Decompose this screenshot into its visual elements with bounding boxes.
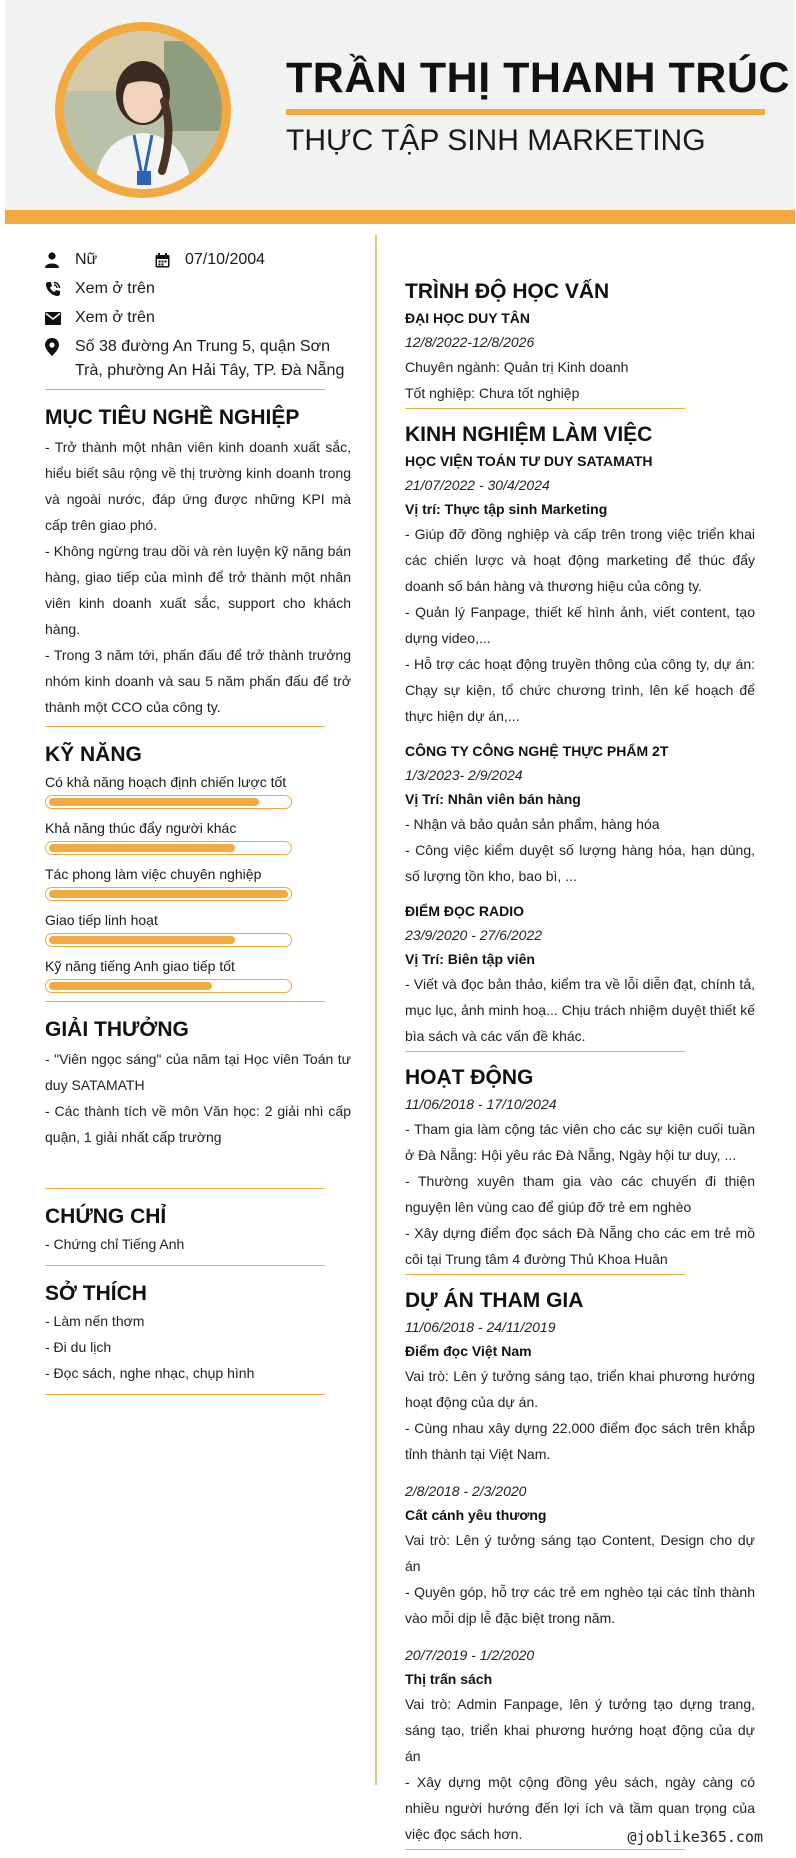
section-separator (45, 726, 325, 727)
project-item (405, 1643, 755, 1847)
skill-item (45, 817, 351, 855)
skill-bar-fill (49, 844, 235, 852)
projects-list (405, 1315, 755, 1847)
experience-position: Vị Trí: Nhân viên bán hàng (405, 791, 581, 807)
award-line: - Các thành tích về môn Văn học: 2 giải nhì cấp quận, 1 giải nhất cấp trường (45, 1103, 351, 1145)
activity-line: - Thường xuyên tham gia vào các chuyến đi thiện nguyện lên vùng cao để giúp đỡ trẻ em nghèo (405, 1173, 755, 1215)
contact-gender-birthday (45, 248, 351, 272)
hobbies-title: SỞ THÍCH (45, 1282, 147, 1305)
objective-line: - Trong 3 năm tới, phấn đấu để trở thành trưởng nhóm kinh doanh và sau 5 năm phấn đấu để trở thành một CCO của công ty. (45, 647, 351, 715)
project-date: 20/7/2019 - 1/2/2020 (405, 1647, 535, 1663)
projects-title: DỰ ÁN THAM GIA (405, 1289, 584, 1312)
email-value: Xem ở trên (75, 309, 155, 326)
certificates-title: CHỨNG CHỈ (45, 1205, 167, 1228)
objective-line: - Trở thành một nhân viên kinh doanh xuất sắc, hiểu biết sâu rộng về thị trường kinh doanh trong và ngoài nước, đáp ứng được những KPI mà cấp trên giao phó. (45, 439, 351, 533)
project-name: Điểm đọc Việt Nam (405, 1343, 532, 1359)
calendar-icon (155, 248, 185, 272)
address-value: Số 38 đường An Trung 5, quận Sơn Trà, phường An Hải Tây, TP. Đà Nẵng (75, 338, 345, 379)
project-line: Vai trò: Lên ý tưởng sáng tạo Content, Design cho dự án (405, 1532, 755, 1574)
experience-date: 21/07/2022 - 30/4/2024 (405, 477, 550, 493)
award-line: - "Viên ngọc sáng" của năm tại Học viên Toán tư duy SATAMATH (45, 1051, 351, 1093)
hobbies-section (45, 1280, 351, 1386)
experience-position: Vị trí: Thực tập sinh Marketing (405, 501, 608, 517)
skill-label: Khả năng thúc đẩy người khác (45, 820, 237, 836)
project-item (405, 1479, 755, 1631)
person-icon (45, 248, 75, 272)
objective-line: - Không ngừng trau dồi và rèn luyện kỹ năng bán hàng, giao tiếp của mình để trở thành một nhân viên kinh doanh xuất sắc, support cho khách hàng. (45, 543, 351, 637)
objective-title: MỤC TIÊU NGHỀ NGHIỆP (45, 406, 300, 429)
right-column (405, 278, 755, 1850)
column-divider (375, 235, 377, 1785)
experience-line: - Hỗ trợ các hoạt động truyền thông của công ty, dự án: Chạy sự kiện, tổ chức chương trình, lên kế hoạch để thực hiện dự án,... (405, 656, 755, 724)
experience-company: HỌC VIỆN TOÁN TƯ DUY SATAMATH (405, 453, 653, 469)
education-section (405, 278, 755, 406)
experience-line: - Quản lý Fanpage, thiết kế hình ảnh, viết content, tạo dựng video,... (405, 604, 755, 646)
activities-title: HOẠT ĐỘNG (405, 1066, 534, 1089)
skill-bar-fill (49, 936, 235, 944)
skill-item (45, 771, 351, 809)
location-pin-icon (45, 335, 75, 359)
section-separator (45, 1394, 325, 1395)
skill-item (45, 863, 351, 901)
footer-credit: @joblike365.com (627, 1828, 763, 1846)
hobby-line: - Đi du lịch (45, 1339, 112, 1355)
project-date: 11/06/2018 - 24/11/2019 (405, 1319, 556, 1335)
project-line: - Cùng nhau xây dựng 22.000 điểm đọc sách trên khắp tỉnh thành tại Việt Nam. (405, 1420, 755, 1462)
skill-bar-track (45, 795, 292, 809)
project-date: 2/8/2018 - 2/3/2020 (405, 1483, 527, 1499)
education-title: TRÌNH ĐỘ HỌC VẤN (405, 280, 610, 303)
experience-item (405, 449, 755, 729)
awards-title: GIẢI THƯỞNG (45, 1018, 189, 1041)
candidate-name: TRẦN THỊ THANH TRÚC (286, 54, 790, 102)
section-separator (405, 1274, 685, 1275)
experience-line: - Giúp đỡ đồng nghiệp và cấp trên trong việc triển khai các chiến lược và hoạt động marketing để thúc đẩy doanh số bán hàng và thương hiệu của công ty. (405, 526, 755, 594)
activities-date: 11/06/2018 - 17/10/2024 (405, 1096, 557, 1112)
contact-email (45, 306, 351, 330)
experience-company: ĐIỂM ĐỌC RADIO (405, 903, 524, 919)
skill-bar-fill (49, 890, 288, 898)
skill-bar-fill (49, 798, 259, 806)
education-status: Tốt nghiệp: Chưa tốt nghiệp (405, 385, 580, 401)
education-school: ĐẠI HỌC DUY TÂN (405, 310, 530, 326)
skill-item (45, 955, 351, 993)
name-underline (286, 109, 765, 115)
project-name: Cất cánh yêu thương (405, 1507, 547, 1523)
activity-line: - Xây dựng điểm đọc sách Đà Nẵng cho các em trẻ mồ côi tại Trung tâm 4 đường Thủ Khoa Huân (405, 1225, 755, 1267)
contact-info (45, 248, 351, 383)
experience-date: 1/3/2023- 2/9/2024 (405, 767, 523, 783)
section-separator (45, 1001, 325, 1002)
header-accent-bar (5, 210, 795, 224)
skill-label: Tác phong làm việc chuyên nghiệp (45, 866, 262, 882)
project-line: - Xây dựng một cộng đồng yêu sách, ngày càng có nhiều người hướng đến lợi ích và tầm quan trọng của việc đọc sách hơn. (405, 1774, 755, 1842)
skills-title: KỸ NĂNG (45, 743, 142, 766)
project-line: Vai trò: Admin Fanpage, lên ý tưởng tạo dựng trang, sáng tạo, triển khai phương hướng hoạt động của dự án (405, 1696, 755, 1764)
phone-icon (45, 277, 75, 301)
project-item (405, 1315, 755, 1467)
contact-phone (45, 277, 351, 301)
skill-bar-track (45, 933, 292, 947)
awards-section (45, 1016, 351, 1150)
skill-label: Giao tiếp linh hoạt (45, 912, 158, 928)
experience-line: - Công việc kiểm duyệt số lượng hàng hóa, hạn dùng, số lượng tồn kho, bao bì, ... (405, 842, 755, 884)
skill-label: Có khả năng hoạch định chiến lược tốt (45, 774, 287, 790)
experience-position: Vị Trí: Biên tập viên (405, 951, 535, 967)
avatar (64, 31, 222, 189)
skill-bar-track (45, 887, 292, 901)
left-column (45, 248, 351, 1395)
section-separator (45, 1265, 325, 1266)
skill-bar-track (45, 841, 292, 855)
education-date: 12/8/2022-12/8/2026 (405, 334, 535, 350)
birthday-value: 07/10/2004 (185, 251, 266, 268)
project-line: - Quyên góp, hỗ trợ các trẻ em nghèo tại các tỉnh thành vào mỗi dịp lễ đặc biệt trong năm. (405, 1584, 755, 1626)
projects-section (405, 1287, 755, 1847)
skill-label: Kỹ năng tiếng Anh giao tiếp tốt (45, 958, 235, 974)
objective-section (45, 404, 351, 720)
avatar-photo-icon (64, 31, 222, 189)
activity-line: - Tham gia làm cộng tác viên cho các sự kiện cuối tuần ở Đà Nẵng: Hội yêu rác Đà Nẵng, Ngày hội tư duy, ... (405, 1121, 755, 1163)
section-separator (405, 408, 685, 409)
skills-section (45, 741, 351, 993)
phone-value: Xem ở trên (75, 280, 155, 297)
hobby-line: - Làm nến thơm (45, 1313, 145, 1329)
project-line: Vai trò: Lên ý tưởng sáng tạo, triển khai phương hướng hoạt động của dự án. (405, 1368, 755, 1410)
experience-item (405, 899, 755, 1049)
section-separator (45, 1188, 325, 1189)
certificate-line: - Chứng chỉ Tiếng Anh (45, 1236, 185, 1252)
job-title: THỰC TẬP SINH MARKETING (286, 124, 706, 157)
education-major: Chuyên ngành: Quản trị Kinh doanh (405, 359, 629, 375)
envelope-icon (45, 306, 75, 330)
certificates-section (45, 1203, 351, 1257)
experience-item (405, 739, 755, 889)
gender-value: Nữ (75, 251, 98, 268)
activities-section (405, 1064, 755, 1272)
skill-bar-fill (49, 982, 212, 990)
skill-bar-track (45, 979, 292, 993)
hobby-line: - Đọc sách, nghe nhạc, chụp hình (45, 1365, 255, 1381)
section-separator (405, 1849, 685, 1850)
experience-date: 23/9/2020 - 27/6/2022 (405, 927, 543, 943)
experience-company: CÔNG TY CÔNG NGHỆ THỰC PHẨM 2T (405, 743, 669, 759)
section-separator (45, 389, 325, 390)
section-separator (405, 1051, 685, 1052)
experience-section (405, 421, 755, 1049)
project-name: Thị trấn sách (405, 1671, 493, 1687)
experience-title: KINH NGHIỆM LÀM VIỆC (405, 423, 653, 446)
experience-line: - Nhận và bảo quản sản phẩm, hàng hóa (405, 816, 660, 832)
experience-list (405, 449, 755, 1049)
skills-list (45, 771, 351, 993)
experience-line: - Viết và đọc bản thảo, kiểm tra về lỗi diễn đạt, chính tả, mục lục, ảnh minh hoạ... Chịu trách nhiệm duyệt thiết kế bìa sách và các vấn đề khác. (405, 976, 755, 1044)
contact-address (45, 335, 351, 383)
skill-item (45, 909, 351, 947)
